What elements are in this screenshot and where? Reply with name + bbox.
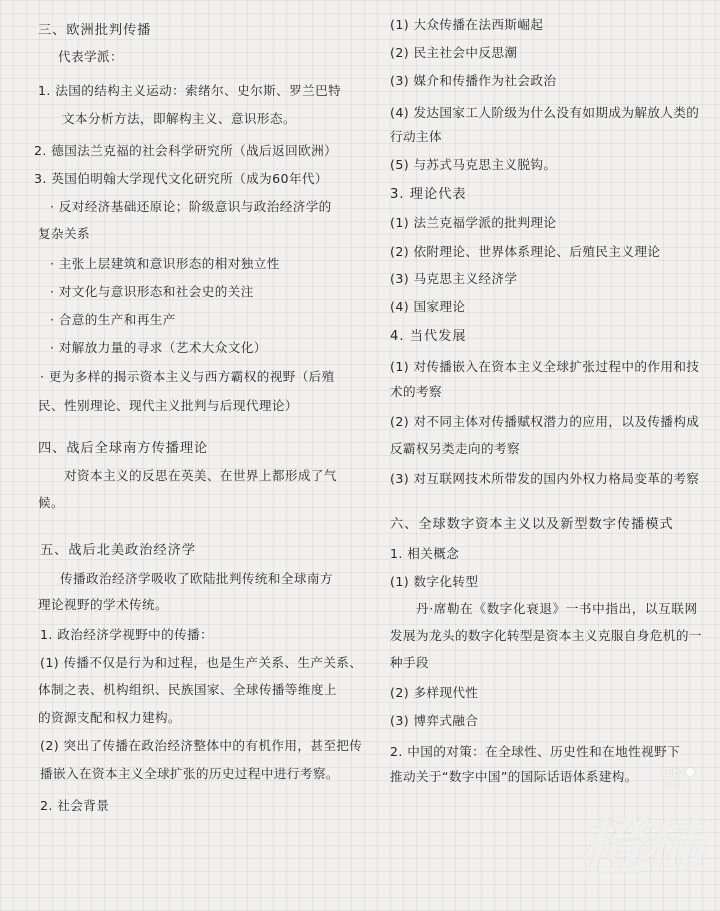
left-line-26: 播嵌入在资本主义全球扩张的历史过程中进行考察。 — [40, 766, 339, 781]
left-line-22: (1) 传播不仅是行为和过程，也是生产关系、生产关系、 — [40, 655, 363, 670]
left-line-5: 2. 德国法兰克福的社会科学研究所（战后返回欧洲） — [34, 143, 338, 158]
watermark-link: Link — [662, 778, 685, 791]
right-line-21: 丹·席勒在《数字化衰退》一书中指出，以互联网 — [416, 601, 698, 616]
left-line-23: 体制之表、机构组织、民族国家、全球传播等维度上 — [38, 682, 337, 697]
right-line-8: (1) 法兰克福学派的批判理论 — [390, 215, 557, 230]
left-line-19: 传播政治经济学吸收了欧陆批判传统和全球南方 — [60, 571, 333, 586]
right-line-15: (2) 对不同主体对传播赋权潜力的应用，以及传播构成 — [390, 414, 700, 429]
right-line-23: 种手段 — [390, 655, 429, 670]
left-line-13: · 更为多样的揭示资本主义与西方霸权的视野（后殖 — [40, 369, 335, 384]
left-line-16: 对资本主义的反思在英美、在世界上都形成了气 — [64, 468, 337, 483]
left-line-27: 2. 社会背景 — [40, 798, 110, 813]
watermark-dot-icon — [686, 768, 694, 776]
left-line-8: 复杂关系 — [38, 226, 90, 241]
watermark-city: City — [662, 766, 684, 779]
right-line-7: 3. 理论代表 — [390, 187, 467, 202]
left-line-14: 民、性别理论、现代主义批判与后现代理论） — [38, 398, 298, 413]
right-line-24: (2) 多样现代性 — [390, 685, 479, 700]
right-line-25: (3) 博弈式融合 — [390, 713, 479, 728]
left-line-11: · 合意的生产和再生产 — [50, 312, 176, 327]
left-line-7: · 反对经济基础还原论；阶级意识与政治经济学的 — [50, 199, 332, 214]
right-line-13: (1) 对传播嵌入在资本主义全球扩张过程中的作用和技 — [390, 359, 700, 374]
left-line-9: · 主张上层建筑和意识形态的相对独立性 — [50, 256, 280, 271]
right-line-12: 4. 当代发展 — [390, 329, 467, 344]
right-line-19: 1. 相关概念 — [390, 546, 460, 561]
left-line-2: 代表学派： — [58, 49, 123, 64]
left-line-6: 3. 英国伯明翰大学现代文化研究所（成为60年代） — [34, 171, 328, 186]
right-line-17: (3) 对互联网技术所带发的国内外权力格局变革的考察 — [390, 471, 700, 486]
right-line-20: (1) 数字化转型 — [390, 574, 479, 589]
right-line-4: (4) 发达国家工人阶级为什么没有如期成为解放人类的 — [390, 105, 700, 120]
right-line-16: 反霸权另类走向的考察 — [390, 441, 520, 456]
right-line-6: (5) 与苏式马克思主义脱钩。 — [390, 157, 557, 172]
left-line-12: · 对解放力量的寻求（艺术大众文化） — [50, 340, 267, 355]
right-line-27: 推动关于“数字中国”的国际话语体系建构。 — [390, 769, 638, 784]
left-line-1: 三、欧洲批判传播 — [38, 23, 152, 38]
right-line-14: 术的考察 — [390, 384, 442, 399]
left-line-18: 五、战后北美政治经济学 — [40, 543, 197, 558]
right-line-10: (3) 马克思主义经济学 — [390, 271, 518, 286]
right-line-22: 发展为龙头的数字化转型是资本主义克服自身危机的一 — [390, 628, 702, 643]
left-line-3: 1. 法国的结构主义运动：索绪尔、史尔斯、罗兰巴特 — [38, 83, 342, 98]
left-line-25: (2) 突出了传播在政治经济整体中的有机作用，甚至把传 — [40, 738, 363, 753]
right-line-9: (2) 依附理论、世界体系理论、后殖民主义理论 — [390, 244, 661, 259]
right-line-11: (4) 国家理论 — [390, 299, 466, 314]
left-line-4: 文本分析方法，即解构主义、意识形态。 — [62, 111, 296, 126]
watermark-glyph: 橙柿 — [580, 809, 700, 884]
left-line-17: 候。 — [38, 495, 64, 510]
right-line-5: 行动主体 — [390, 129, 442, 144]
right-line-26: 2. 中国的对策：在全球性、历史性和在地性视野下 — [390, 744, 681, 759]
right-line-18: 六、全球数字资本主义以及新型数字传播模式 — [390, 517, 674, 532]
left-line-10: · 对文化与意识形态和社会史的关注 — [50, 284, 254, 299]
left-line-21: 1. 政治经济学视野中的传播： — [40, 627, 214, 642]
right-line-2: (2) 民主社会中反思潮 — [390, 45, 518, 60]
left-line-20: 理论视野的学术传统。 — [38, 597, 168, 612]
left-line-15: 四、战后全球南方传播理论 — [38, 441, 209, 456]
right-line-3: (3) 媒介和传播作为社会政治 — [390, 73, 557, 88]
watermark-sub — [662, 767, 694, 791]
right-line-1: (1) 大众传播在法西斯崛起 — [390, 17, 544, 32]
left-line-24: 的资源支配和权力建构。 — [38, 710, 181, 725]
